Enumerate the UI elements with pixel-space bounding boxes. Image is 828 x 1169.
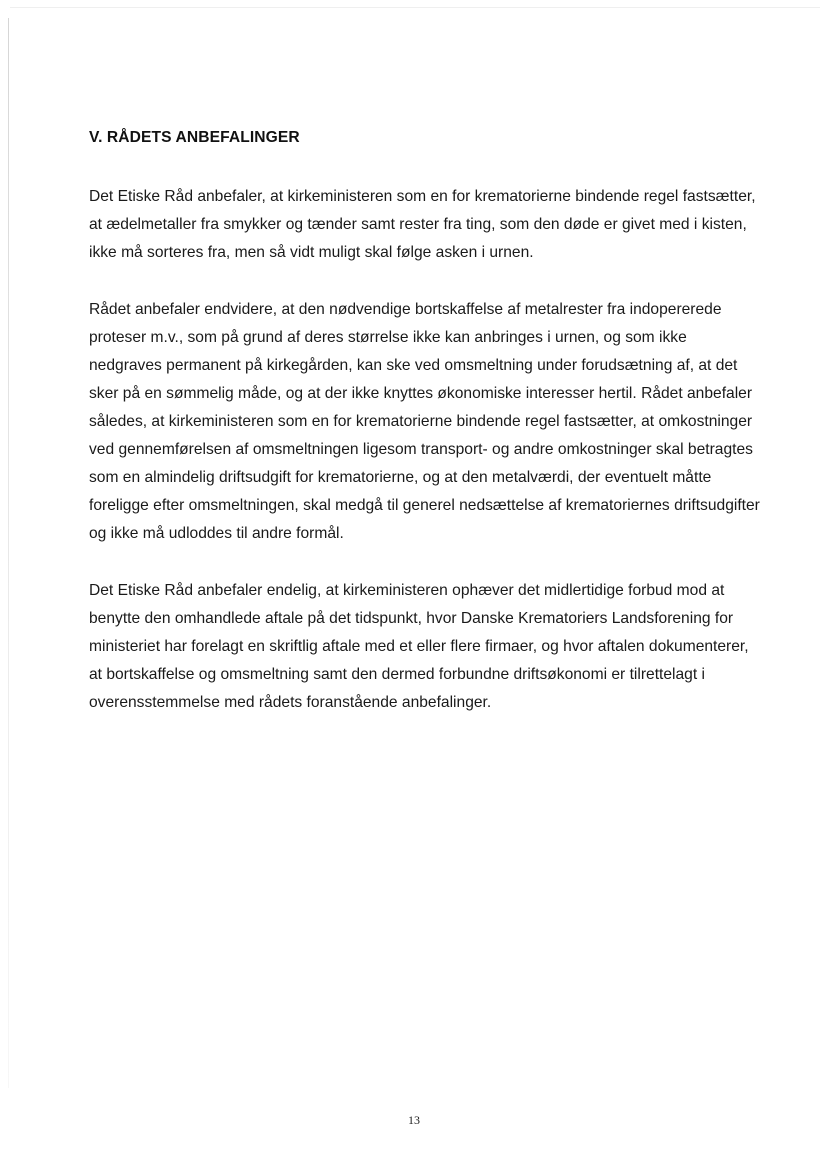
page-number: 13: [408, 1113, 420, 1127]
scan-edge-left: [8, 18, 9, 1088]
section-heading: V. RÅDETS ANBEFALINGER: [89, 129, 300, 146]
scan-edge-top: [10, 7, 820, 8]
paragraph-2: Rådet anbefaler endvidere, at den nødvendige bortskaffelse af metalrester fra indopererede proteser m.v., som på grund af deres størrelse ikke kan anbringes i urnen, og som ikke nedgraves permanent på kirkegården, kan ske ved omsmeltning under forudsætning af, at det sker på en sømmelig måde, og at der ikke knyttes økonomiske interesser hertil. Rådet anbefaler således, at kirkeministeren som en for krematorierne bindende regel fastsætter, at omkostninger ved gennemførelsen af omsmeltningen ligesom transport- og andre omkostninger skal betragtes som en almindelig driftsudgift for krematorierne, og at den metalværdi, der eventuelt måtte foreligge efter omsmeltningen, skal medgå til generel nedsættelse af krematoriernes driftsudgifter og ikke må udloddes til andre formål.: [89, 301, 760, 542]
paragraph-3: Det Etiske Råd anbefaler endelig, at kirkeministeren ophæver det midlertidige forbud mod at benytte den omhandlede aftale på det tidspunkt, hvor Danske Krematoriers Landsforening for ministeriet har forelagt en skriftlig aftale med et eller flere firmaer, og hvor aftalen dokumenterer, at bortskaffelse og omsmeltning samt den dermed forbundne driftsøkonomi er tilrettelagt i overensstemmelse med rådets foranstående anbefalinger.: [89, 582, 749, 711]
page-content: [89, 127, 761, 746]
paragraph-1: Det Etiske Råd anbefaler, at kirkeministeren som en for krematorierne bindende regel fastsætter, at ædelmetaller fra smykker og tænder samt rester fra ting, som den døde er givet med i kisten, ikke må sorteres fra, men så vidt muligt skal følge asken i urnen.: [89, 188, 756, 261]
